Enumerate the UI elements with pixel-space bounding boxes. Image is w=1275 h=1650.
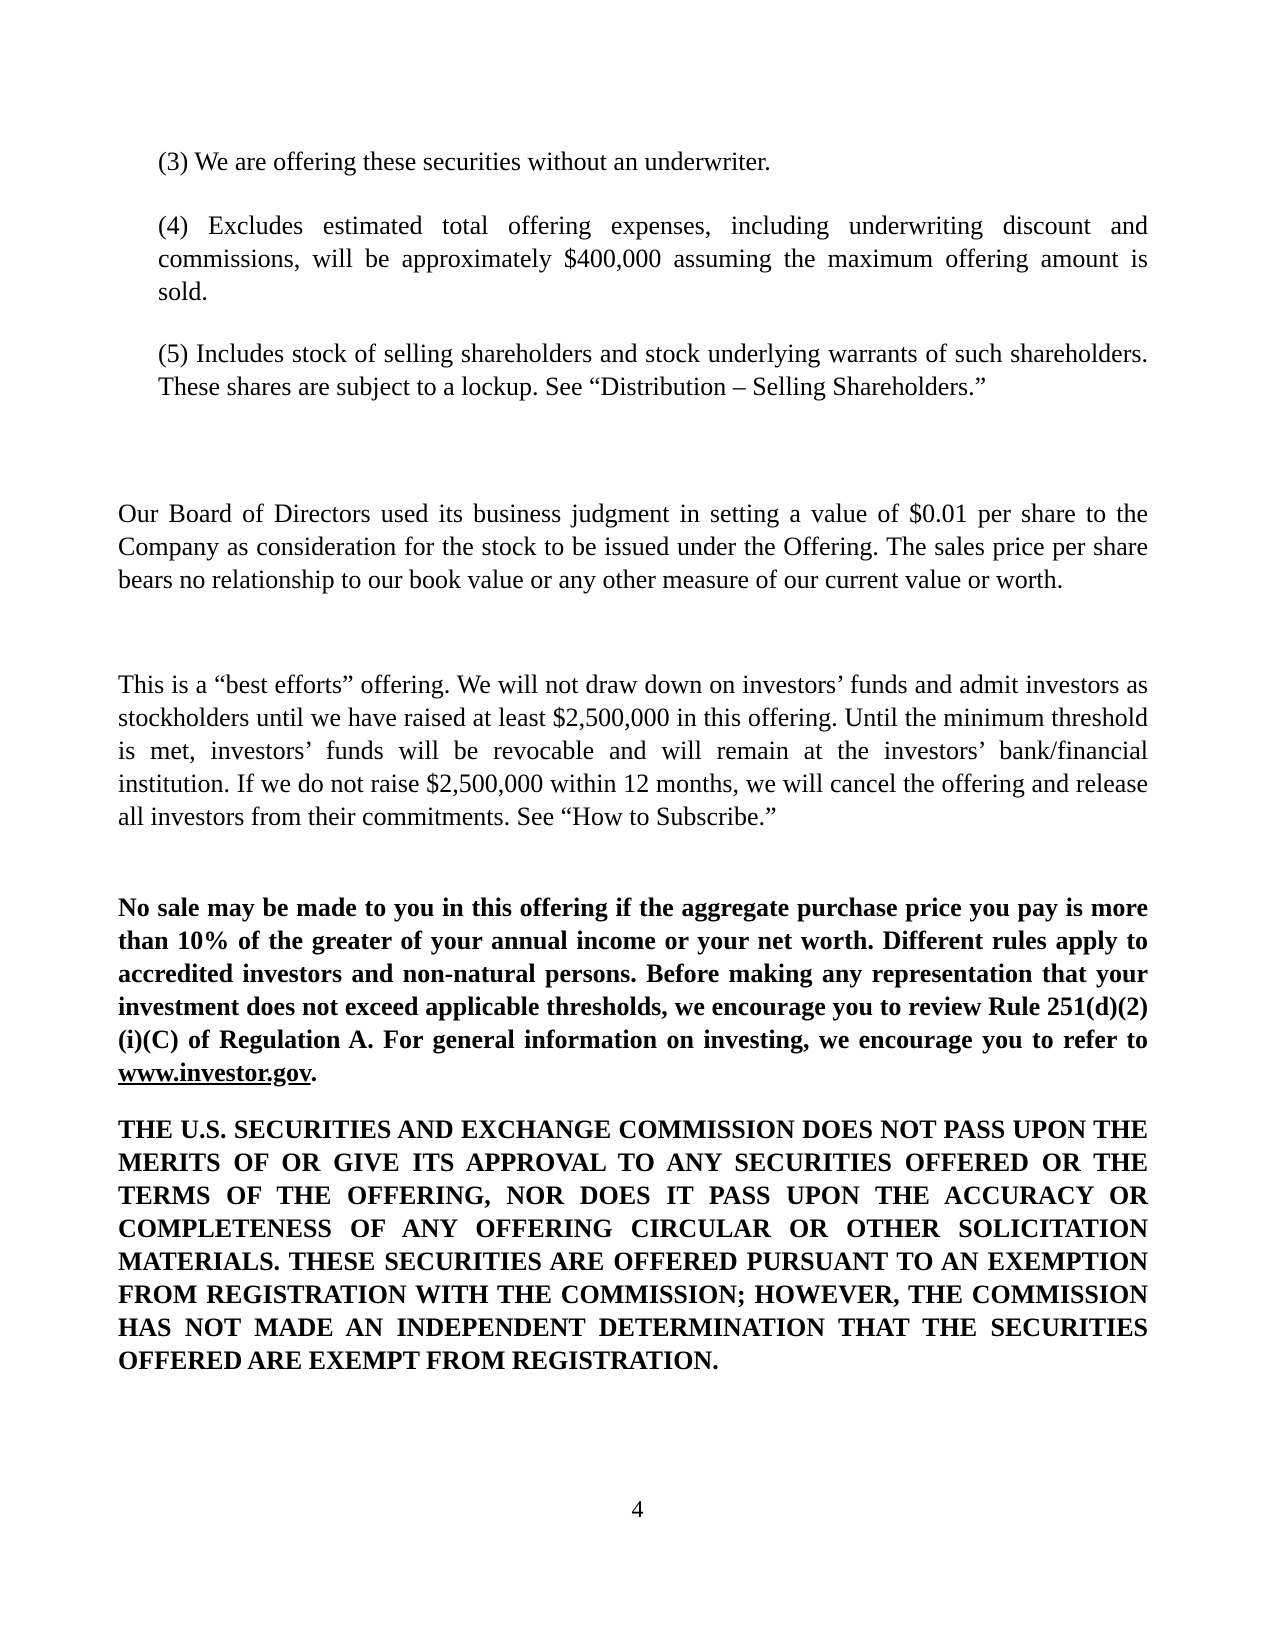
best-efforts-paragraph: This is a “best efforts” offering. We will not draw down on investors’ funds and admit investors as stockholders until we have raised at least $2,500,000 in this offering. Until the minimum threshold is met, investors’ funds will be revocable and will remain at the investors’ bank/financial institution. If we do not raise $2,500,000 within 12 months, we will cancel the offering and release all investors from their commitments. See “How to Subscribe.” (118, 670, 1148, 831)
no-sale-trailing: . (310, 1058, 318, 1087)
no-sale-paragraph (118, 891, 1148, 1089)
page-number: 4 (631, 1497, 644, 1523)
no-sale-text: No sale may be made to you in this offering if the aggregate purchase price you pay is more than 10% of the greater of your annual income or your net worth. Different rules apply to accredited investors and non-natural persons. Before making any representation that your investment does not exceed applicable thresholds, we encourage you to review Rule 251(d)(2)(i)(C) of Regulation A. For general information on investing, we encourage you to refer to (118, 893, 1148, 1054)
board-valuation-paragraph: Our Board of Directors used its business judgment in setting a value of $0.01 per share to the Company as consideration for the stock to be issued under the Offering. The sales price per share bears no relationship to our book value or any other measure of our current value or worth. (118, 499, 1148, 594)
footnote-4: (4) Excludes estimated total offering expenses, including underwriting discount and commissions, will be approximately $400,000 assuming the maximum offering amount is sold. (158, 211, 1148, 306)
investor-gov-link[interactable]: www.investor.gov (118, 1058, 311, 1087)
footnote-3: (3) We are offering these securities without an underwriter. (158, 147, 771, 176)
sec-disclaimer-paragraph: THE U.S. SECURITIES AND EXCHANGE COMMISSION DOES NOT PASS UPON THE MERITS OF OR GIVE ITS APPROVAL TO ANY SECURITIES OFFERED OR THE TERMS OF THE OFFERING, NOR DOES IT PASS UPON THE ACCURACY OR COMPLETENESS OF ANY OFFERING CIRCULAR OR OTHER SOLICITATION MATERIALS. THESE SECURITIES ARE OFFERED PURSUANT TO AN EXEMPTION FROM REGISTRATION WITH THE COMMISSION; HOWEVER, THE COMMISSION HAS NOT MADE AN INDEPENDENT DETERMINATION THAT THE SECURITIES OFFERED ARE EXEMPT FROM REGISTRATION. (118, 1115, 1148, 1375)
footnote-5: (5) Includes stock of selling shareholders and stock underlying warrants of such shareholders. These shares are subject to a lockup. See “Distribution – Selling Shareholders.” (158, 339, 1148, 401)
